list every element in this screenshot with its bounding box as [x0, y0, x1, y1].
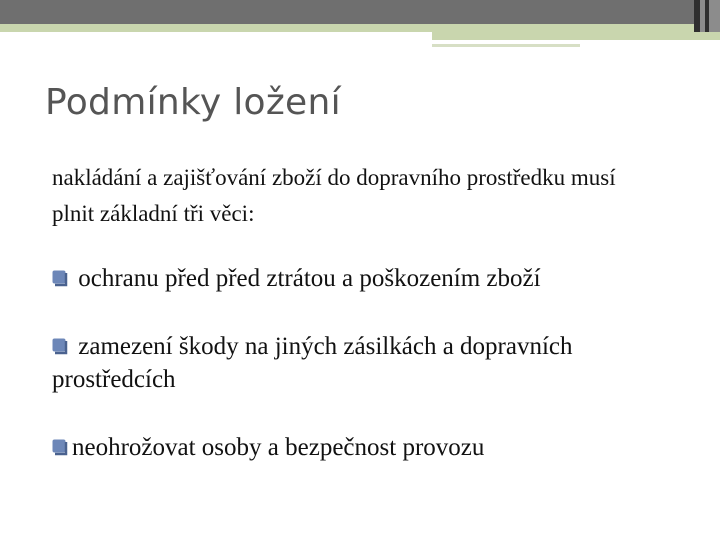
accent-bar — [0, 24, 720, 32]
bullet-text: zamezení škody na jiných zásilkách a dopravních prostředcích — [52, 333, 573, 393]
square-bullet-icon — [52, 439, 70, 457]
accent-bar-right — [432, 32, 720, 40]
bullet-item — [52, 262, 692, 295]
intro-text: nakládání a zajišťování zboží do dopravního prostředku musí plnit základní tři věci: — [52, 165, 616, 226]
bullet-list — [52, 262, 692, 464]
bullet-item — [52, 431, 692, 464]
bullet-item — [52, 330, 692, 396]
accent-line — [432, 44, 580, 47]
bullet-text: neohrožovat osoby a bezpečnost provozu — [72, 434, 485, 461]
corner-stripe — [709, 0, 720, 32]
slide-title: Podmínky ložení — [45, 82, 341, 123]
square-bullet-icon — [52, 338, 70, 356]
square-bullet-icon — [52, 270, 70, 288]
top-bar — [0, 0, 720, 24]
bullet-text: ochranu před před ztrátou a poškozením zboží — [78, 265, 541, 292]
